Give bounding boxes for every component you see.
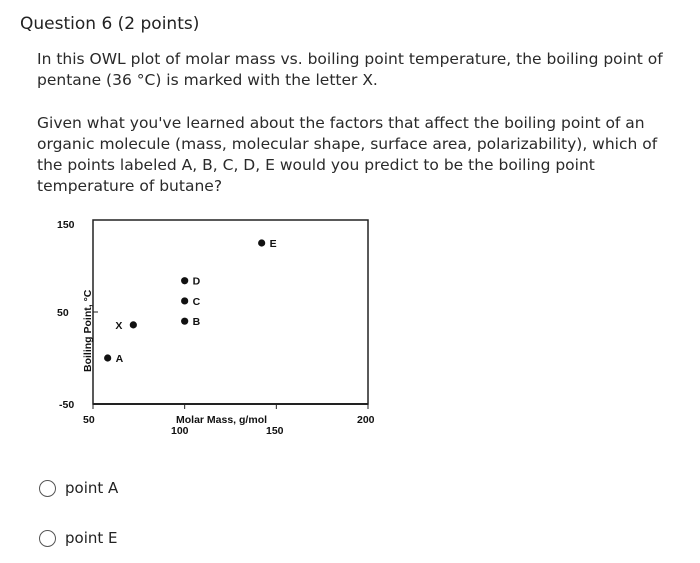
y-axis-title: Boiling Point, °C xyxy=(82,289,94,372)
data-point-label-d: D xyxy=(192,275,201,288)
x-tick-label-100: 100 xyxy=(171,425,189,437)
question-title: Question 6 (2 points) xyxy=(20,14,200,34)
option-point-e-label: point E xyxy=(65,529,118,547)
data-point-label-b: B xyxy=(192,316,201,329)
option-point-e[interactable] xyxy=(39,529,118,547)
data-point-b xyxy=(181,318,188,325)
y-tick-label-150: 150 xyxy=(57,219,75,231)
data-point-c xyxy=(181,297,188,304)
data-point-label-e: E xyxy=(269,238,277,250)
data-point-x xyxy=(130,321,137,328)
option-point-a[interactable] xyxy=(39,479,118,497)
question-prompt-text: Given what you've learned about the factors that affect the boiling point of an organic molecule (mass, molecular shape, surface area, polarizability), which of the points labeled A, B, C, D, E would you predict to be the boiling point temperature of butane? xyxy=(37,114,658,195)
data-point-a xyxy=(104,354,111,361)
data-point-label-x: X xyxy=(115,319,123,332)
plot-frame xyxy=(93,220,368,404)
y-tick-label-neg50: -50 xyxy=(59,399,75,411)
x-axis-title: Molar Mass, g/mol xyxy=(176,414,268,426)
option-point-a-label: point A xyxy=(65,479,119,497)
question-intro-text: In this OWL plot of molar mass vs. boiling point temperature, the boiling point of pentane (36 °C) is marked with the letter X. xyxy=(37,50,663,89)
data-point-label-c: C xyxy=(192,295,201,308)
data-point-label-a: A xyxy=(115,353,124,365)
data-point-e xyxy=(258,239,265,246)
option-point-e-radio[interactable] xyxy=(39,530,56,547)
option-point-a-radio[interactable] xyxy=(39,480,56,497)
y-tick-label-50: 50 xyxy=(57,307,69,319)
x-tick-label-50: 50 xyxy=(83,414,95,426)
data-point-d xyxy=(181,277,188,284)
x-tick-label-150: 150 xyxy=(266,425,284,437)
x-tick-label-200: 200 xyxy=(357,414,375,426)
